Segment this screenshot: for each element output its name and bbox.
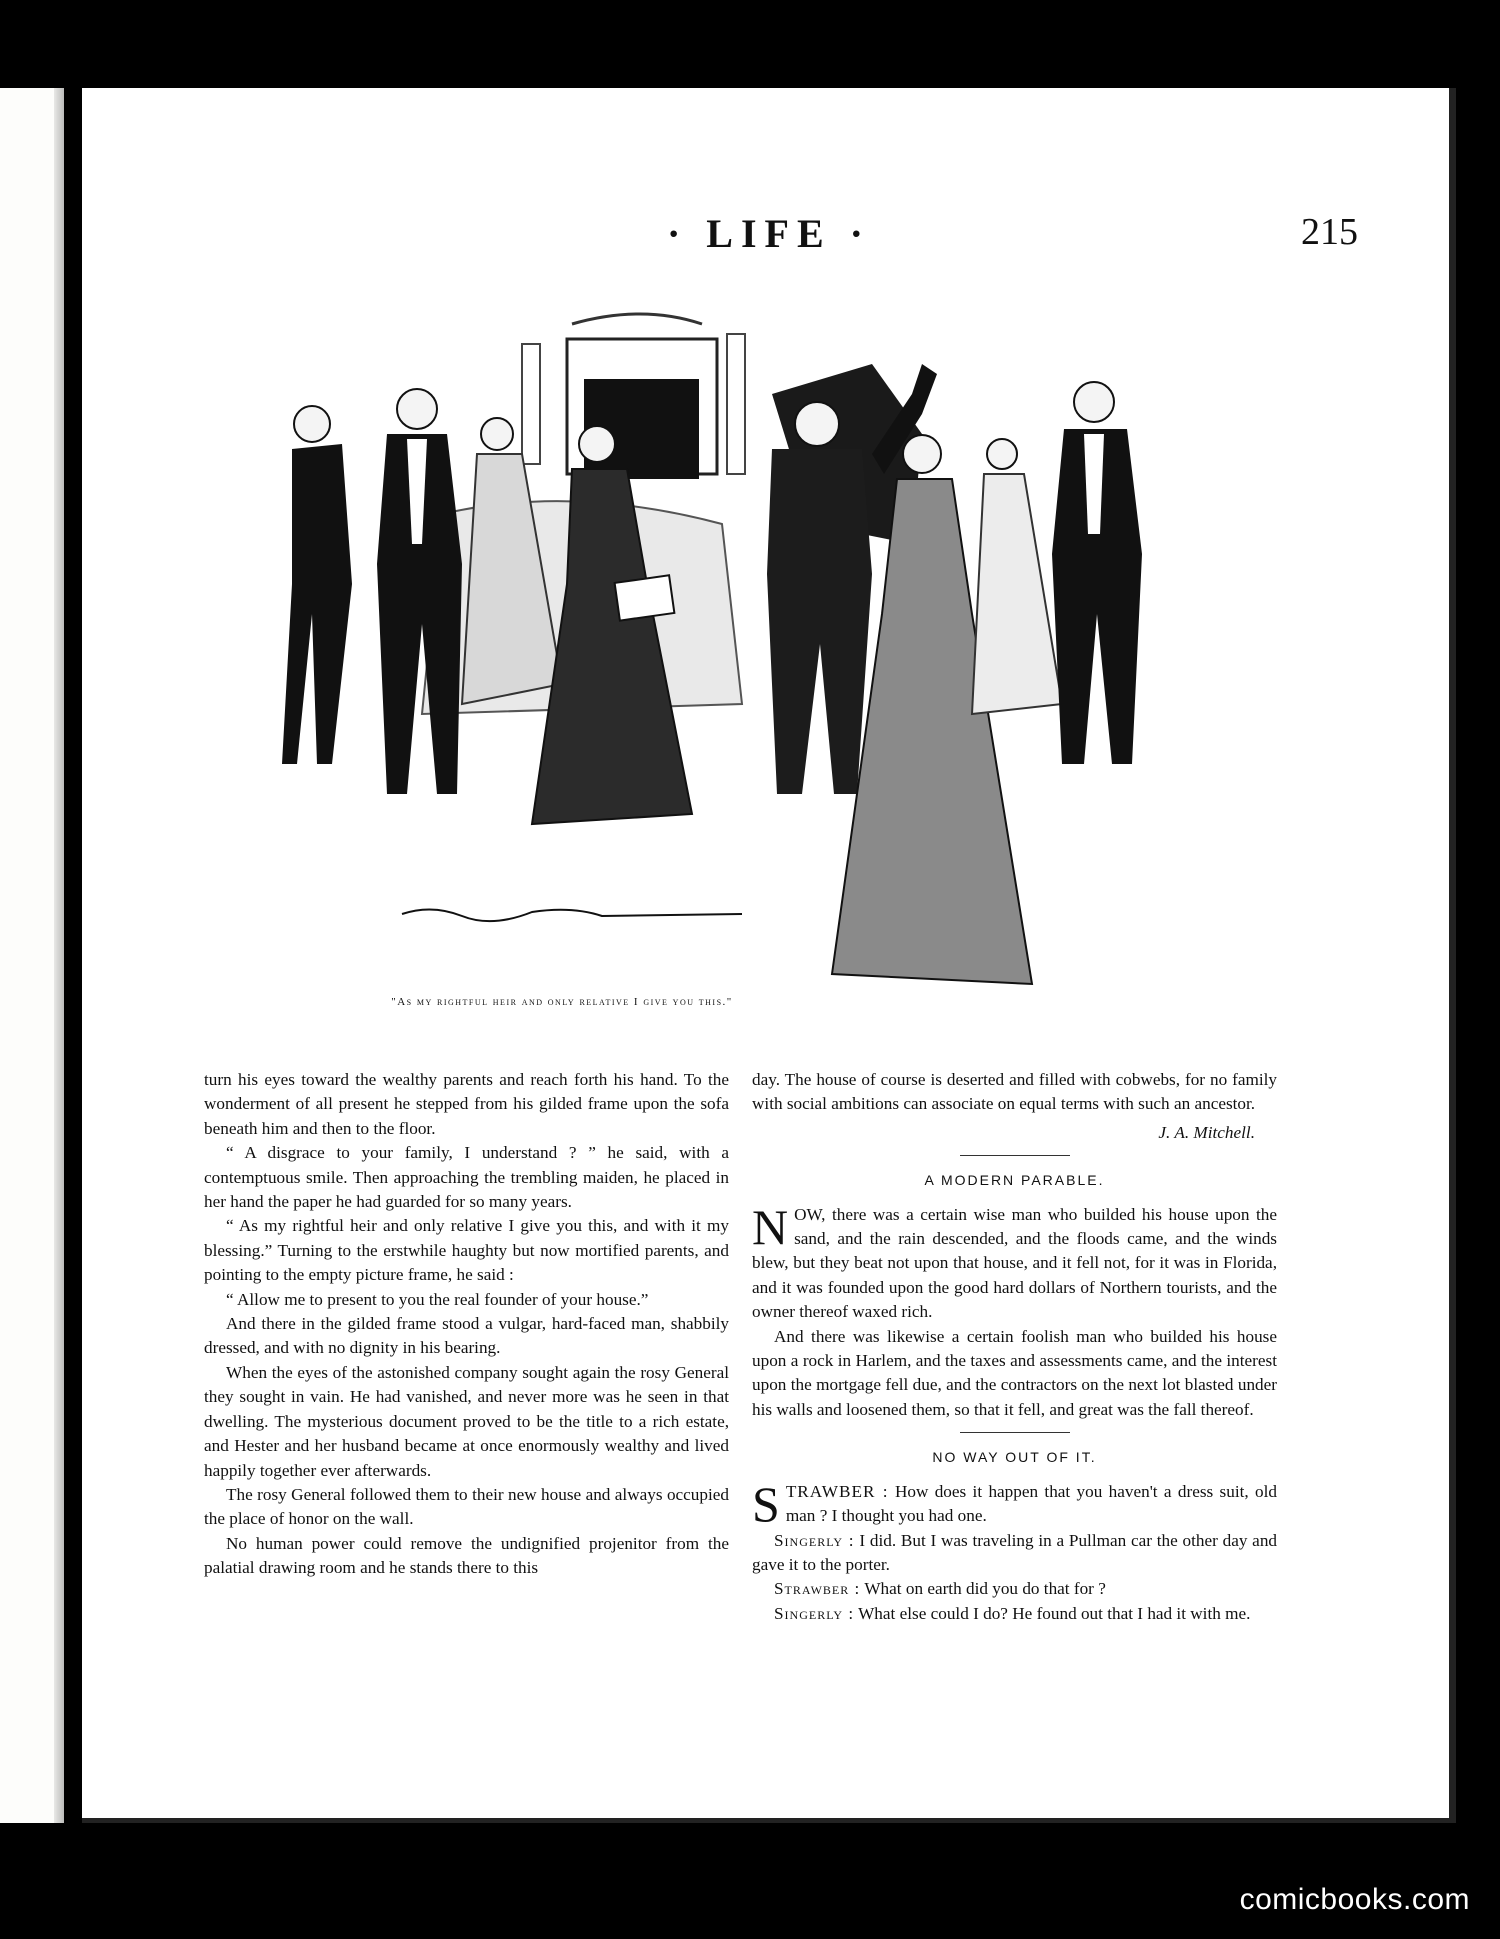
story-paragraph: When the eyes of the astonished company sought again the rosy General they sought in vain. He had vanished, and never more was he seen in that dwelling. The mysterious document proved to be the title to a rich estate, and Hester and her husband became at once enormously wealthy and lived happily together ever afterwards. [204,1362,729,1480]
story-paragraph: No human power could remove the undignified projenitor from the palatial drawing room and he stands there to this [204,1533,729,1578]
parable-paragraph [752,1198,1277,1325]
story-paragraph: “ A disgrace to your family, I understand ? ” he said, with a contemptuous smile. Then approaching the trembling maiden, he placed in her hand the paper he had guarded for so many years. [204,1143,729,1212]
author-signature: J. A. Mitchell. [1158,1122,1255,1142]
magazine-page [82,88,1456,1823]
story-paragraph: turn his eyes toward the wealthy parents and reach forth his hand. To the wonderment of all present he stepped from his gilded frame upon the sofa beneath him and then to the floor. [204,1070,729,1138]
dialogue-text: How does it happen that you haven't a dress suit, old man ? I thought you had one. [785,1481,1277,1526]
page-edge-bottom [82,1818,1456,1823]
drop-cap: S [752,1475,780,1532]
speaker-name: Singerly : [774,1530,855,1550]
story-paragraph: “ As my rightful heir and only relative I give you this, and with it my blessing.” Turning to the erstwhile haughty but now mortified parents, and pointing to the empty picture frame, he said : [204,1216,729,1285]
previous-page-edge [0,88,62,1823]
page-number: 215 [1301,211,1358,253]
speaker-name: Singerly : [774,1603,855,1623]
illustration-caption: "As my rightful heir and only relative I give you this." [391,996,733,1008]
parable-title: A MODERN PARABLE. [924,1172,1105,1189]
binding-shadow [54,88,64,1823]
section-divider [960,1155,1070,1156]
dialogue-line [752,1602,1277,1626]
illustration-drawing [272,284,1180,1024]
dialogue-line [752,1529,1277,1578]
speaker-name: Strawber : [774,1579,861,1599]
dialogue-text: I did. But I was traveling in a Pullman car the other day and gave it to the porter. [752,1530,1278,1574]
drawing-room-illustration [272,284,1180,1024]
speaker-name: TRAWBER : [785,1481,889,1501]
page-edge-right [1449,88,1456,1823]
story-paragraph: “ Allow me to present to you the real founder of your house.” [226,1289,649,1309]
story-continuation: day. The house of course is deserted and filled with cobwebs, for no family with social ambitions can associate on equal terms with such an ancestor. [752,1070,1277,1114]
magazine-masthead: · LIFE · [666,211,872,256]
site-watermark: comicbooks.com [1239,1883,1470,1916]
parable-paragraph: And there was likewise a certain foolish man who builded his house upon a rock in Harlem, and the taxes and assessments came, and the interest upon the mortgage fell due, and the contractors on the next lot blasted under his walls and loosened them, so that it fell, and great was the fall thereof. [752,1326,1277,1419]
right-column [752,1068,1277,1626]
dialogue-title: NO WAY OUT OF IT. [932,1449,1097,1466]
dialogue-line [752,1475,1277,1532]
section-divider [960,1432,1070,1433]
left-column [204,1068,729,1581]
dialogue-line [752,1577,1277,1601]
story-paragraph: The rosy General followed them to their new house and always occupied the place of honor on the wall. [204,1484,729,1529]
parable-text: OW, there was a certain wise man who builded his house upon the sand, and the rain descended, and the floods came, and the winds blew, but they beat not upon that house, and it fell not, for it was in Florida, and it was founded upon the good hard dollars of Northern tourists, and the owner thereof waxed rich. [752,1204,1277,1322]
drop-cap: N [752,1198,789,1255]
story-paragraph: And there in the gilded frame stood a vulgar, hard-faced man, shabbily dressed, and with no dignity in his bearing. [204,1314,729,1358]
dialogue-text: What else could I do? He found out that I had it with me. [854,1603,1251,1623]
dialogue-text: What on earth did you do that for ? [860,1579,1106,1599]
